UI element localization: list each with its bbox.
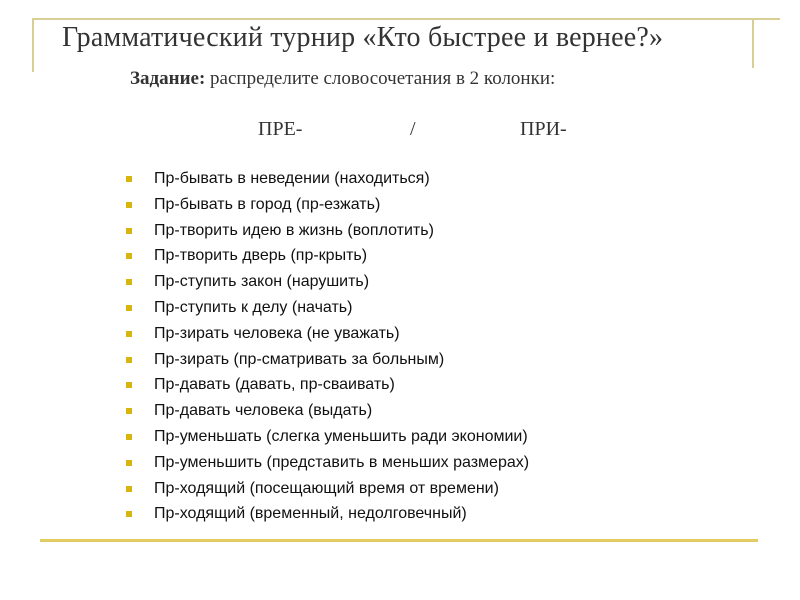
square-bullet-icon: [126, 176, 132, 182]
list-item-text: Пр-уменьшать (слегка уменьшить ради экономии): [154, 427, 528, 445]
square-bullet-icon: [126, 408, 132, 414]
column-headers: [0, 118, 800, 148]
square-bullet-icon: [126, 305, 132, 311]
list-item-text: Пр-ходящий (временный, недолговечный): [154, 505, 467, 523]
square-bullet-icon: [126, 253, 132, 259]
square-bullet-icon: [126, 202, 132, 208]
list-item-text: Пр-бывать в город (пр-езжать): [154, 195, 381, 213]
square-bullet-icon: [126, 228, 132, 234]
list-item-text: Пр-зирать (пр-сматривать за больным): [154, 350, 445, 368]
list-item-text: Пр-давать (давать, пр-сваивать): [154, 376, 395, 394]
square-bullet-icon: [126, 511, 132, 517]
column-header-pri: ПРИ-: [520, 118, 567, 140]
list-item-text: Пр-уменьшить (представить в меньших размерах): [154, 453, 530, 471]
square-bullet-icon: [126, 460, 132, 466]
square-bullet-icon: [126, 279, 132, 285]
square-bullet-icon: [126, 331, 132, 337]
task-instruction: [130, 68, 555, 90]
list-item-text: Пр-творить дверь (пр-крыть): [154, 247, 368, 265]
top-frame-line: [32, 18, 780, 20]
square-bullet-icon: [126, 382, 132, 388]
column-header-pre: ПРЕ-: [258, 118, 303, 140]
bottom-divider: [40, 539, 758, 542]
page-title: Грамматический турнир «Кто быстрее и вернее?»: [62, 22, 664, 53]
task-label: Задание:: [130, 68, 206, 89]
square-bullet-icon: [126, 434, 132, 440]
list-item-text: Пр-ходящий (посещающий время от времени): [154, 479, 499, 497]
list-item-text: Пр-творить идею в жизнь (воплотить): [154, 221, 434, 239]
list-item-text: Пр-давать человека (выдать): [154, 402, 373, 420]
list-item-text: Пр-ступить к делу (начать): [154, 298, 353, 316]
column-separator: /: [410, 118, 416, 140]
square-bullet-icon: [126, 486, 132, 492]
list-item-text: Пр-бывать в неведении (находиться): [154, 170, 430, 187]
list-item-text: Пр-зирать человека (не уважать): [154, 324, 400, 342]
left-frame-line: [32, 18, 34, 72]
list-item-text: Пр-ступить закон (нарушить): [154, 273, 370, 291]
task-text: распределите словосочетания в 2 колонки:: [205, 68, 556, 89]
square-bullet-icon: [126, 357, 132, 363]
right-frame-line: [752, 18, 754, 68]
